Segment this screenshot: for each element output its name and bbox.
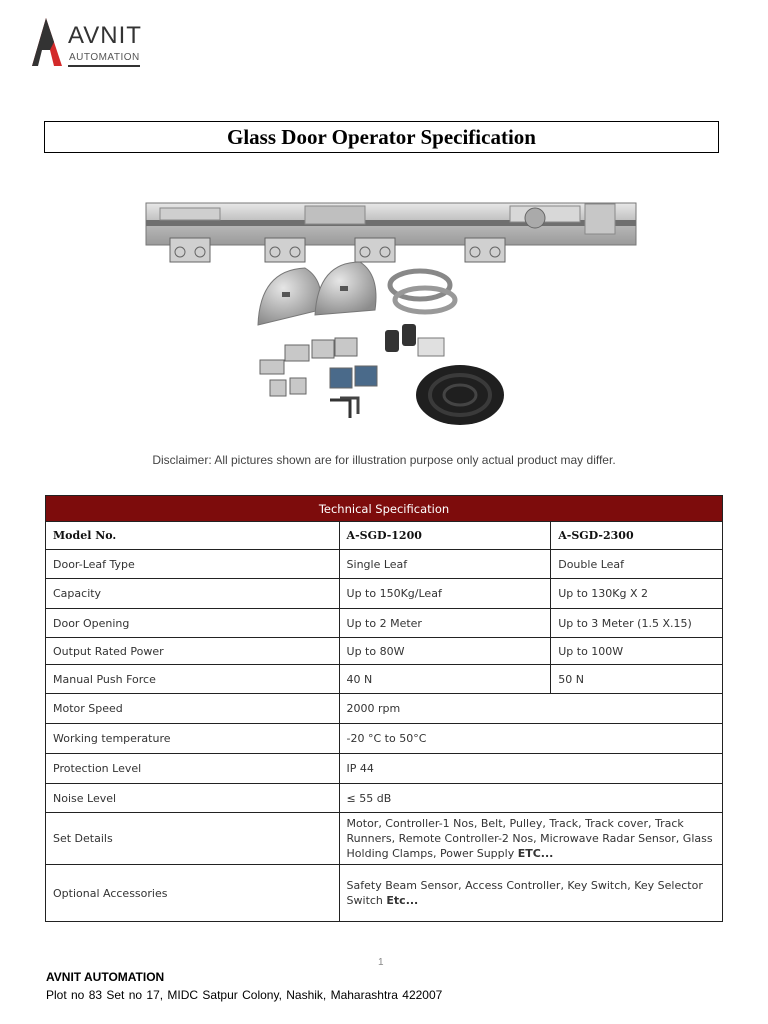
set-details-etc: ETC... (517, 847, 554, 860)
footer-company: AVNIT AUTOMATION (46, 970, 165, 984)
footer-address: Plot no 83 Set no 17, MIDC Satpur Colony, Nashik, Maharashtra 422007 (46, 988, 443, 1002)
row-col2: Double Leaf (551, 550, 723, 579)
model-label: Model No. (46, 522, 340, 550)
product-image (140, 190, 640, 440)
table-row (46, 638, 723, 665)
row-col2: 50 N (551, 665, 723, 694)
row-label: Optional Accessories (46, 865, 340, 922)
table-row (46, 579, 723, 609)
table-row (46, 665, 723, 694)
row-label: Protection Level (46, 754, 340, 784)
accessories-etc: Etc... (386, 894, 419, 907)
table-header-row (46, 496, 723, 522)
page-number: 1 (378, 957, 384, 968)
table-row (46, 694, 723, 724)
row-col2: Up to 130Kg X 2 (551, 579, 723, 609)
row-value: -20 °C to 50°C (339, 724, 722, 754)
table-row (46, 754, 723, 784)
table-header: Technical Specification (46, 496, 723, 522)
logo-subtitle: AUTOMATION (69, 52, 140, 63)
table-row (46, 550, 723, 579)
row-col1: Up to 2 Meter (339, 609, 551, 638)
table-row (46, 865, 723, 922)
row-label: Set Details (46, 813, 340, 865)
row-label: Motor Speed (46, 694, 340, 724)
row-label: Capacity (46, 579, 340, 609)
row-col1: Single Leaf (339, 550, 551, 579)
row-col1: 40 N (339, 665, 551, 694)
row-label: Working temperature (46, 724, 340, 754)
row-col2: Up to 3 Meter (1.5 X.15) (551, 609, 723, 638)
row-value (339, 865, 722, 922)
spec-table (45, 495, 723, 922)
row-value (339, 813, 722, 865)
row-label: Noise Level (46, 784, 340, 813)
row-col1: Up to 150Kg/Leaf (339, 579, 551, 609)
logo-triangle-icon (28, 14, 68, 70)
row-value: IP 44 (339, 754, 722, 784)
row-label: Door Opening (46, 609, 340, 638)
table-row (46, 724, 723, 754)
logo-word: AVNIT (68, 22, 142, 49)
accessories-text: Safety Beam Sensor, Access Controller, Key Switch, Key Selector Switch (346, 879, 703, 907)
table-row (46, 784, 723, 813)
title-box (44, 121, 719, 153)
table-row (46, 609, 723, 638)
page-title: Glass Door Operator Specification (227, 124, 536, 149)
row-value: ≤ 55 dB (339, 784, 722, 813)
row-value: 2000 rpm (339, 694, 722, 724)
model-col2: A-SGD-2300 (551, 522, 723, 550)
disclaimer-text: Disclaimer: All pictures shown are for illustration purpose only actual product may differ. (152, 453, 616, 467)
table-row (46, 813, 723, 865)
model-col1: A-SGD-1200 (339, 522, 551, 550)
logo-underline (68, 65, 140, 67)
row-col1: Up to 80W (339, 638, 551, 665)
row-label: Manual Push Force (46, 665, 340, 694)
model-row (46, 522, 723, 550)
row-col2: Up to 100W (551, 638, 723, 665)
company-logo (28, 14, 148, 70)
row-label: Door-Leaf Type (46, 550, 340, 579)
set-details-text: Motor, Controller-1 Nos, Belt, Pulley, Track, Track cover, Track Runners, Remote Controller-2 Nos, Microwave Radar Sensor, Glass Holding Clamps, Power Supply (346, 817, 713, 860)
row-label: Output Rated Power (46, 638, 340, 665)
